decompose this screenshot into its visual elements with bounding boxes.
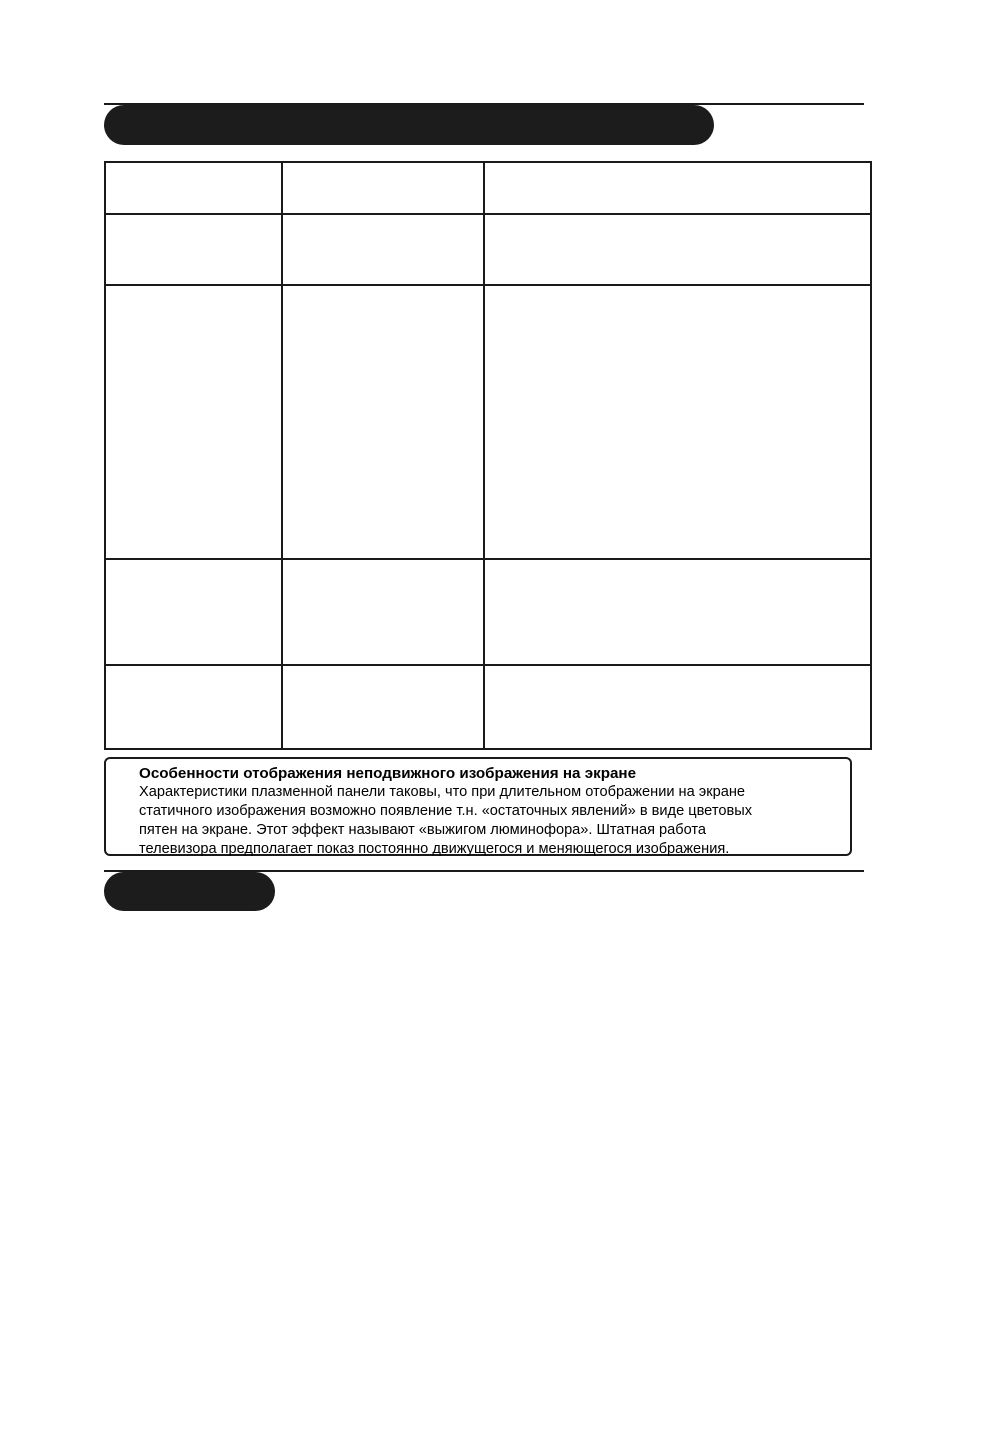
notice-title: Особенности отображения неподвижного изображения на экране	[139, 765, 637, 782]
section-header-pill-bottom	[104, 872, 275, 911]
table-cell	[484, 162, 871, 214]
notice-text-line: пятен на экране. Этот эффект называют «выжигом люминофора». Штатная работа	[139, 822, 707, 838]
table-cell	[484, 559, 871, 665]
table-cell	[105, 559, 282, 665]
table-cell	[282, 559, 484, 665]
table-cell	[105, 162, 282, 214]
table-cell	[484, 665, 871, 749]
notice-text-line: статичного изображения возможно появление т.н. «остаточных явлений» в виде цветовых	[139, 803, 752, 819]
table-cell	[105, 665, 282, 749]
table-row	[105, 214, 871, 285]
table-cell	[484, 214, 871, 285]
troubleshooting-table	[104, 161, 872, 750]
notice-text-line: Характеристики плазменной панели таковы, что при длительном отображении на экране	[139, 784, 746, 800]
table-row	[105, 162, 871, 214]
table-cell	[282, 162, 484, 214]
table-cell	[282, 665, 484, 749]
table-cell	[105, 214, 282, 285]
table-row	[105, 665, 871, 749]
notice-box	[104, 757, 852, 856]
notice-content	[139, 764, 839, 859]
notice-text-line: телевизора предполагает показ постоянно движущегося и меняющегося изображения.	[139, 841, 730, 857]
section-header-pill-top	[104, 105, 714, 145]
table-cell	[105, 285, 282, 559]
table-cell	[282, 285, 484, 559]
table-cell	[282, 214, 484, 285]
table-cell	[484, 285, 871, 559]
table-row	[105, 559, 871, 665]
table-row	[105, 285, 871, 559]
